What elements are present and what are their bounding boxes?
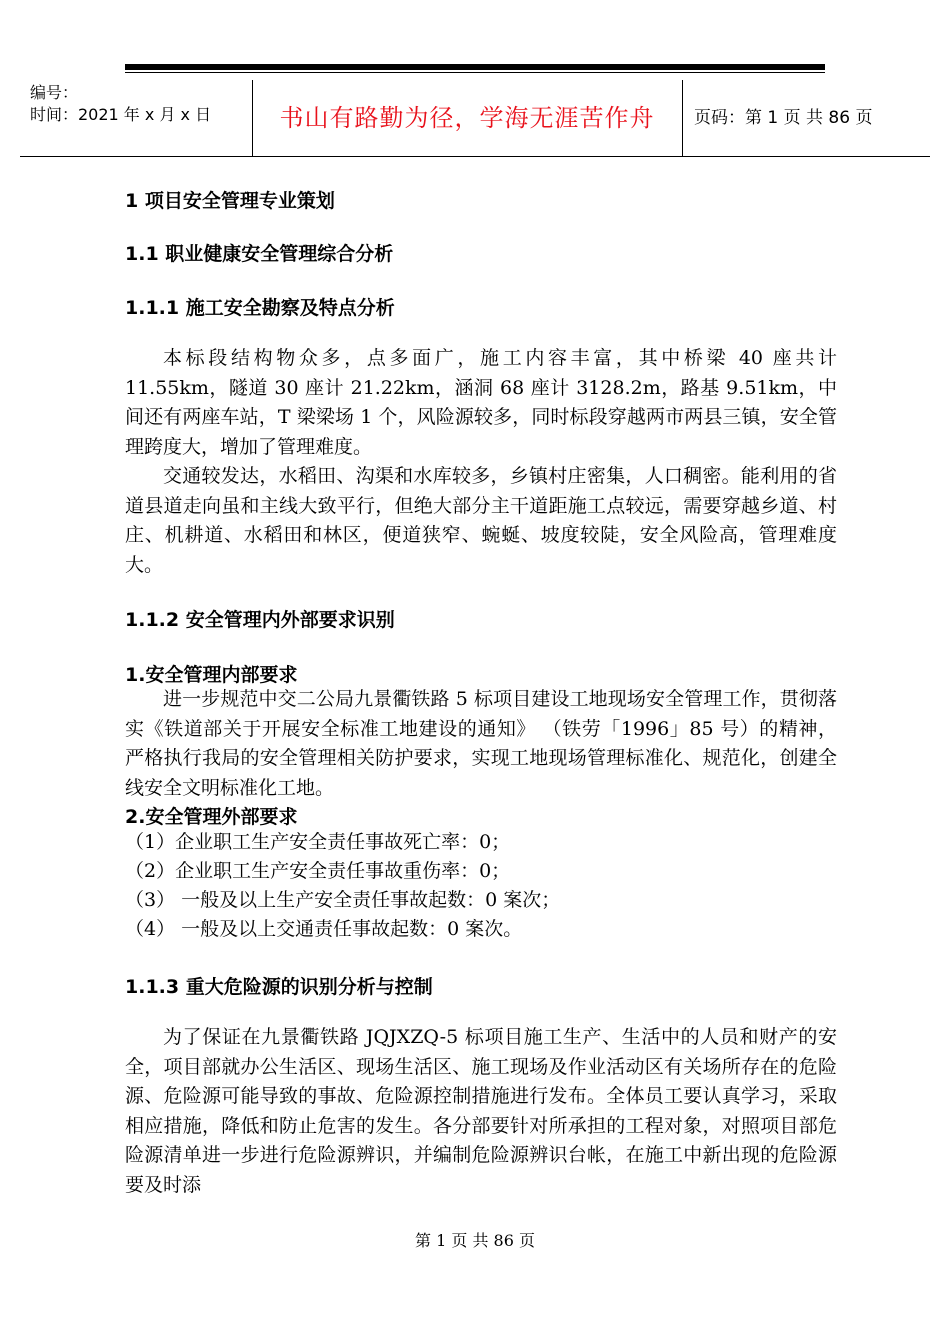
- page-header: [20, 80, 930, 157]
- doc-number-label: 编号：: [30, 83, 79, 102]
- page-footer: 第 1 页 共 86 页: [415, 1231, 535, 1250]
- list-item: （2）企业职工生产安全责任事故重伤率：0；: [125, 860, 511, 882]
- header-rule-thick: [125, 64, 825, 70]
- list-item: （3） 一般及以上生产安全责任事故起数：0 案次；: [125, 889, 561, 911]
- header-rule-thin: [125, 72, 825, 73]
- header-page-info: 页码：第 1 页 共 86 页: [694, 108, 873, 128]
- paragraph-traffic: 交通较发达，水稻田、沟渠和水库较多，乡镇村庄密集，人口稠密。能利用的省道县道走向虽和主线大致平行，但绝大部分主干道距施工点较远，需要穿越乡道、村庄、机耕道、水稻田和林区，便道狭窄、蜿蜒、坡度较陡，安全风险高，管理难度大。: [125, 465, 837, 576]
- header-motto: 书山有路勤为径，学海无涯苦作舟: [279, 104, 655, 132]
- paragraph-hazard-sources: 为了保证在九景衢铁路 JQJXZQ-5 标项目施工生产、生活中的人员和财产的安全，项目部就办公生活区、现场生活区、施工现场及作业活动区有关场所存在的危险源、危险源可能导致的事故、危险源控制措施进行发布。全体员工要认真学习，采取相应措施，降低和防止危害的发生。各分部要针对所承担的工程对象，对照项目部危险源清单进一步进行危险源辨识，并编制危险源辨识台帐，在施工中新出现的危险源要及时添: [125, 1026, 837, 1196]
- heading-section-1-1: 1.1 职业健康安全管理综合分析: [125, 243, 394, 265]
- heading-section-1: 1 项目安全管理专业策划: [125, 190, 335, 212]
- subheading-internal-requirements: 1.安全管理内部要求: [125, 664, 298, 686]
- subheading-external-requirements: 2.安全管理外部要求: [125, 806, 298, 828]
- heading-section-1-1-1: 1.1.1 施工安全勘察及特点分析: [125, 297, 395, 319]
- heading-section-1-1-3: 1.1.3 重大危险源的识别分析与控制: [125, 976, 433, 998]
- heading-section-1-1-2: 1.1.2 安全管理内外部要求识别: [125, 609, 395, 631]
- list-item: （1）企业职工生产安全责任事故死亡率：0；: [125, 831, 511, 853]
- paragraph-survey: 本标段结构物众多，点多面广，施工内容丰富，其中桥梁 40 座共计 11.55km，隧道 30 座计 21.22km，涵洞 68 座计 3128.2m，路基 9.51km，中间还有两座车站，T 梁梁场 1 个，风险源较多，同时标段穿越两市两县三镇，安全管理跨度大，增加了管理难度。: [125, 347, 837, 458]
- paragraph-internal-requirements: 进一步规范中交二公局九景衢铁路 5 标项目建设工地现场安全管理工作，贯彻落实《铁道部关于开展安全标准工地建设的通知》 （铁劳「1996」85 号）的精神， 严格执行我局的安全管理相关防护要求，实现工地现场管理标准化、规范化，创建全线安全文明标准化工地。: [125, 688, 837, 799]
- header-meta: [20, 80, 252, 156]
- doc-date-label: 时间：2021 年 x 月 x 日: [30, 105, 212, 124]
- list-item: （4） 一般及以上交通责任事故起数：0 案次。: [125, 918, 523, 940]
